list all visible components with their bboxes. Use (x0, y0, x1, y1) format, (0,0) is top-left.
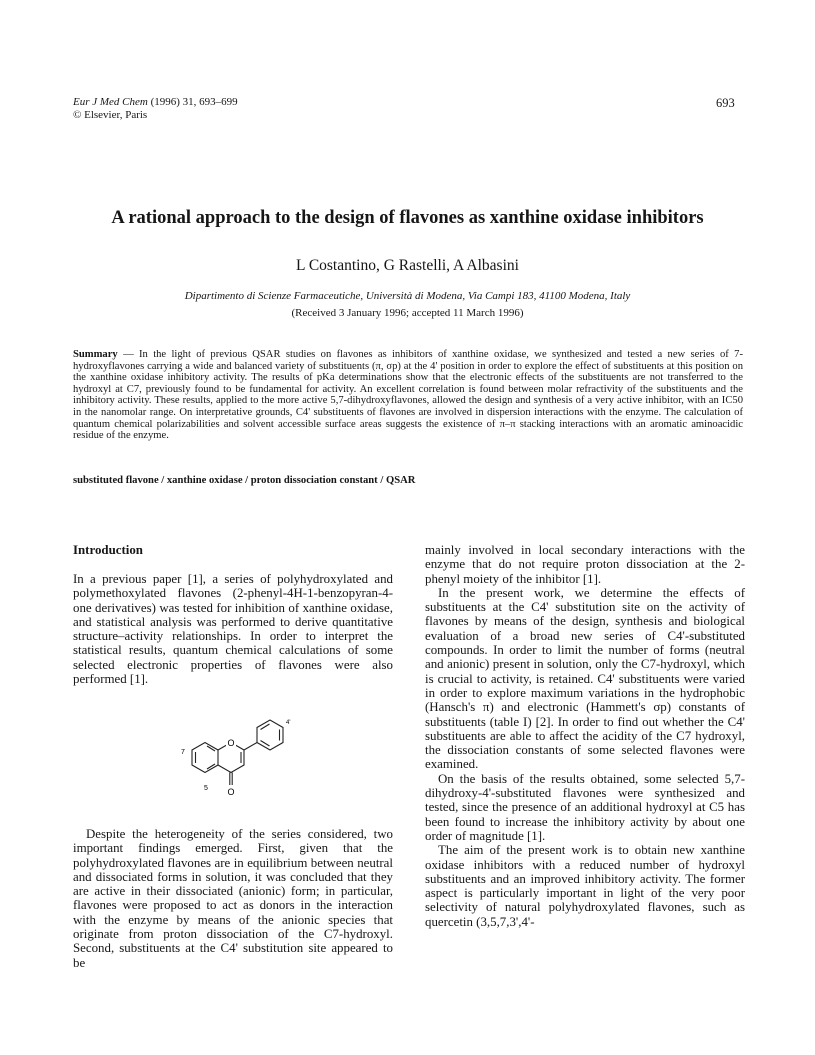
abstract-label: Summary (73, 349, 118, 360)
left-column-bottom (73, 827, 393, 970)
paragraph: mainly involved in local secondary interactions with the enzyme that do not require proton dissociation at the 2-phenyl moiety of the inhibitor [1]. (425, 543, 745, 586)
publisher: © Elsevier, Paris (73, 109, 148, 121)
section-heading-introduction: Introduction (73, 543, 143, 557)
affiliation: Dipartimento di Scienze Farmaceutiche, Università di Modena, Via Campi 183, 41100 Modena, Italy (184, 290, 631, 302)
journal-volume: (1996) 31, 693–699 (147, 96, 238, 108)
abstract-text: — In the light of previous QSAR studies on flavones as inhibitors of xanthine oxidase, we synthesized and tested a new series of 7-hydroxyflavones carrying a wide and balanced variety of substituents (π, σp) at the 4' position in order to explore the effect of substituents at this position on the xanthine oxidase inhibitory activity. The results of pKa determinations show that the electronic effects of the substituents are not transferred to the hydroxyl at C7, previously found to be fundamental for activity. An excellent correlation is found between molar refractivity of the substituents and the inhibitory activity. These results, applied to the more active 5,7-dihydroxyflavones, allowed the design and synthesis of a very active inhibitor, with an IC50 in the nanomolar range. On interpretative grounds, C4' substituents of flavones are involved in dispersion interactions with the enzyme. The calculation of quantum chemical polarizabilities and solvent accessible surface areas suggests the existence of π–π stacking interactions with an aromatic aminoacidic residue of the enzyme. (73, 349, 743, 442)
position-5-label: 5 (204, 785, 208, 792)
paragraph: Despite the heterogeneity of the series considered, two important findings emerged. First, given that the polyhydroxylated flavones are in equilibrium between neutral and dissociated forms in solution, it was concluded that they are active in their dissociated (anionic) form; in particular, flavones were proposed to act as donors in the interaction with the enzyme by means of the anionic species that originate from proton dissociation of the C7-hydroxyl. Second, substituents at the C4' substitution site appeared to be (73, 827, 393, 970)
flavone-structure-figure (172, 705, 322, 811)
paragraph: In a previous paper [1], a series of polyhydroxylated and polymethoxylated flavones (2-phenyl-4H-1-benzopyran-4-one derivatives) was tested for inhibition of xanthine oxidase, and statistical analysis was performed to derive quantitative structure–activity relationships. In order to interpret the statistical results, quantum chemical calculations of some selected electronic properties of flavones were also performed [1]. (73, 572, 393, 687)
page-number: 693 (716, 96, 735, 110)
position-4prime-label: 4' (286, 720, 291, 726)
paragraph: On the basis of the results obtained, some selected 5,7-dihydroxy-4'-substituted flavones were synthesized and tested, since the presence of an additional hydroxyl at C5 has been found to increase the inhibitory activity by about one order of magnitude [1]. (425, 771, 745, 843)
paragraph: The aim of the present work is to obtain new xanthine oxidase inhibitors with a reduced number of hydroxyl substituents and an improved inhibitory activity. The former aspect is particularly important in light of the very poor selectivity of natural polyhydroxylated flavones, such as quercetin (3,5,7,3',4'- (425, 843, 745, 929)
right-column (425, 543, 745, 929)
received-dates: (Received 3 January 1996; accepted 11 March 1996) (291, 307, 524, 319)
authors: L Costantino, G Rastelli, A Albasini (296, 257, 519, 274)
left-column-top (73, 572, 393, 686)
position-7-label: 7 (181, 749, 185, 756)
paragraph: In the present work, we determine the effects of substituents at the C4' substitution site on the activity of flavones by means of the design, synthesis and biological evaluation of a broad new series of C4'-substituted compounds. In order to limit the number of forms (neutral and anionic) present in solution, only the C7-hydroxyl, which is crucial to activity, is retained. C4' substituents were varied in order to explore maximum variations in the hydrophobic (Hansch's π) and electronic (Hammett's σp) constants of substituents (table I) [2]. In order to find out whether the C4' substituents are able to affect the acidity of the C7 hydroxyl, the dissociation constants of some selected flavones were examined. (425, 585, 745, 772)
keywords: substituted flavone / xanthine oxidase / proton dissociation constant / QSAR (73, 475, 416, 486)
ring-oxygen-label: O (227, 738, 235, 748)
abstract (73, 349, 743, 442)
journal-name: Eur J Med Chem (73, 96, 148, 108)
carbonyl-oxygen-label: O (227, 787, 235, 797)
article-title: A rational approach to the design of flavones as xanthine oxidase inhibitors (111, 208, 704, 228)
journal-citation (73, 96, 238, 122)
